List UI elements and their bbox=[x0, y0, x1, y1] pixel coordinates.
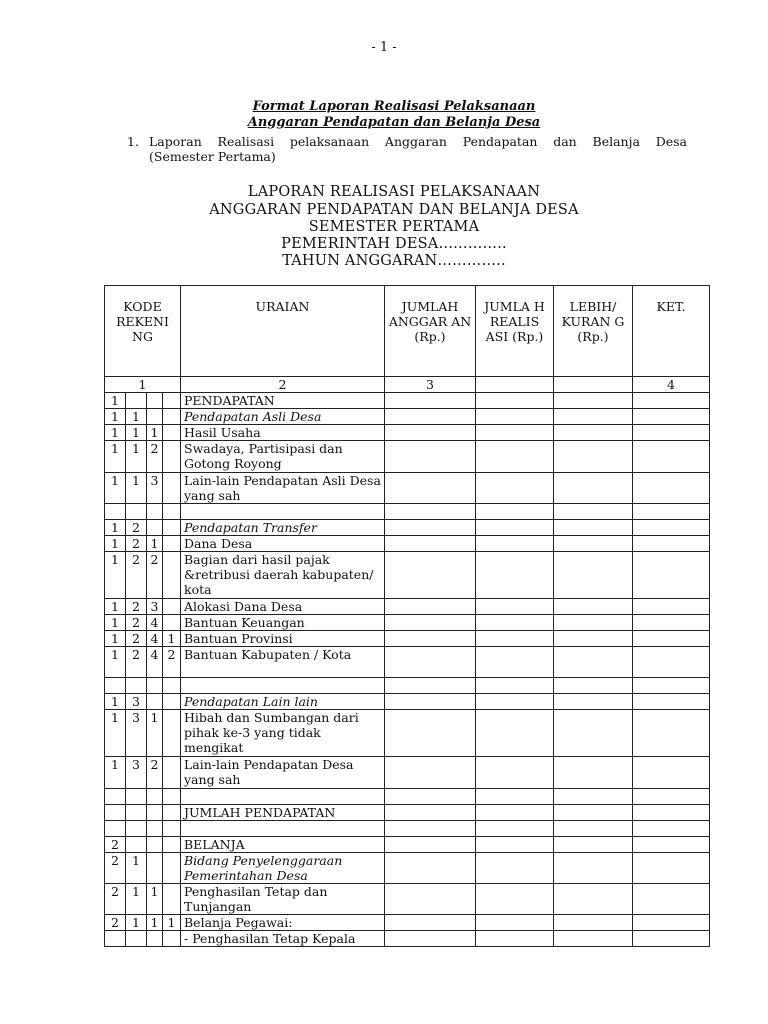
code-cell-4 bbox=[163, 837, 181, 853]
code-cell-1 bbox=[105, 821, 126, 837]
lebih-kurang-cell bbox=[554, 425, 633, 441]
realisasi-cell bbox=[476, 710, 554, 757]
ket-cell bbox=[633, 915, 710, 931]
anggaran-cell bbox=[385, 552, 476, 599]
anggaran-cell bbox=[385, 441, 476, 473]
code-cell-3 bbox=[147, 789, 163, 805]
code-cell-4 bbox=[163, 425, 181, 441]
ket-cell bbox=[633, 473, 710, 504]
anggaran-cell bbox=[385, 805, 476, 821]
lebih-kurang-cell bbox=[554, 915, 633, 931]
code-cell-3: 2 bbox=[147, 441, 163, 473]
code-cell-1 bbox=[105, 678, 126, 694]
lebih-kurang-cell bbox=[554, 710, 633, 757]
code-cell-1: 1 bbox=[105, 520, 126, 536]
lebih-kurang-cell bbox=[554, 805, 633, 821]
ket-cell bbox=[633, 694, 710, 710]
code-cell-1 bbox=[105, 504, 126, 520]
code-cell-4 bbox=[163, 884, 181, 915]
realisasi-cell bbox=[476, 821, 554, 837]
table-row bbox=[105, 884, 710, 915]
anggaran-cell bbox=[385, 647, 476, 678]
realisasi-cell bbox=[476, 615, 554, 631]
lebih-kurang-cell bbox=[554, 393, 633, 409]
code-cell-2 bbox=[126, 393, 147, 409]
column-number: 4 bbox=[633, 377, 710, 393]
realisasi-cell bbox=[476, 647, 554, 678]
anggaran-cell bbox=[385, 536, 476, 552]
code-cell-2 bbox=[126, 504, 147, 520]
uraian-cell: JUMLAH PENDAPATAN bbox=[181, 805, 385, 821]
code-cell-2: 2 bbox=[126, 647, 147, 678]
ket-cell bbox=[633, 441, 710, 473]
report-title-line-2: ANGGARAN PENDAPATAN DAN BELANJA DESA bbox=[209, 202, 579, 218]
ket-cell bbox=[633, 409, 710, 425]
realisasi-cell bbox=[476, 884, 554, 915]
uraian-cell: - Penghasilan Tetap Kepala bbox=[181, 931, 385, 947]
lebih-kurang-cell bbox=[554, 631, 633, 647]
code-cell-3 bbox=[147, 931, 163, 947]
table-row bbox=[105, 599, 710, 615]
table-row bbox=[105, 393, 710, 409]
code-cell-4 bbox=[163, 504, 181, 520]
lebih-kurang-cell bbox=[554, 536, 633, 552]
table-row bbox=[105, 552, 710, 599]
code-cell-4 bbox=[163, 409, 181, 425]
column-number: 3 bbox=[385, 377, 476, 393]
code-cell-2: 3 bbox=[126, 710, 147, 757]
code-cell-4 bbox=[163, 694, 181, 710]
header-lebih-kurang: LEBIH/ KURAN G (Rp.) bbox=[554, 286, 633, 377]
code-cell-1: 1 bbox=[105, 473, 126, 504]
item-text-line-1: Laporan Realisasi pelaksanaan Anggaran Pendapatan dan Belanja Desa bbox=[149, 134, 687, 149]
table-row bbox=[105, 504, 710, 520]
code-cell-4 bbox=[163, 393, 181, 409]
realisasi-cell bbox=[476, 393, 554, 409]
uraian-cell: Pendapatan Transfer bbox=[181, 520, 385, 536]
code-cell-1: 1 bbox=[105, 694, 126, 710]
uraian-cell bbox=[181, 789, 385, 805]
realisasi-cell bbox=[476, 599, 554, 615]
code-cell-2: 2 bbox=[126, 536, 147, 552]
uraian-cell: Lain-lain Pendapatan Desa yang sah bbox=[181, 757, 385, 789]
lebih-kurang-cell bbox=[554, 789, 633, 805]
lebih-kurang-cell bbox=[554, 853, 633, 884]
code-cell-3: 4 bbox=[147, 615, 163, 631]
code-cell-3: 4 bbox=[147, 631, 163, 647]
realisasi-cell bbox=[476, 837, 554, 853]
table-row bbox=[105, 631, 710, 647]
table-row bbox=[105, 409, 710, 425]
code-cell-2 bbox=[126, 931, 147, 947]
realisasi-cell bbox=[476, 931, 554, 947]
table-row bbox=[105, 473, 710, 504]
lebih-kurang-cell bbox=[554, 931, 633, 947]
code-cell-2: 1 bbox=[126, 441, 147, 473]
code-cell-1: 1 bbox=[105, 615, 126, 631]
anggaran-cell bbox=[385, 853, 476, 884]
lebih-kurang-cell bbox=[554, 757, 633, 789]
code-cell-4 bbox=[163, 520, 181, 536]
page-number: - 1 - bbox=[371, 40, 397, 55]
ket-cell bbox=[633, 931, 710, 947]
code-cell-2: 1 bbox=[126, 884, 147, 915]
uraian-cell: Belanja Pegawai: bbox=[181, 915, 385, 931]
code-cell-4: 2 bbox=[163, 647, 181, 678]
code-cell-3: 1 bbox=[147, 915, 163, 931]
ket-cell bbox=[633, 710, 710, 757]
lebih-kurang-cell bbox=[554, 599, 633, 615]
code-cell-3 bbox=[147, 837, 163, 853]
lebih-kurang-cell bbox=[554, 837, 633, 853]
uraian-cell: Bantuan Keuangan bbox=[181, 615, 385, 631]
realisasi-cell bbox=[476, 520, 554, 536]
anggaran-cell bbox=[385, 393, 476, 409]
header-kode-rekening: KODE REKENI NG bbox=[105, 286, 181, 377]
uraian-cell: PENDAPATAN bbox=[181, 393, 385, 409]
ket-cell bbox=[633, 678, 710, 694]
realisasi-cell bbox=[476, 441, 554, 473]
anggaran-cell bbox=[385, 473, 476, 504]
lebih-kurang-cell bbox=[554, 409, 633, 425]
anggaran-cell bbox=[385, 615, 476, 631]
table-row bbox=[105, 694, 710, 710]
code-cell-4 bbox=[163, 678, 181, 694]
code-cell-3 bbox=[147, 520, 163, 536]
code-cell-3 bbox=[147, 409, 163, 425]
table-row bbox=[105, 425, 710, 441]
code-cell-2 bbox=[126, 678, 147, 694]
table-row bbox=[105, 789, 710, 805]
lebih-kurang-cell bbox=[554, 552, 633, 599]
uraian-cell: Pendapatan Lain lain bbox=[181, 694, 385, 710]
header-jumlah-realisasi: JUMLA H REALIS ASI (Rp.) bbox=[476, 286, 554, 377]
table-row bbox=[105, 615, 710, 631]
code-cell-4: 1 bbox=[163, 915, 181, 931]
code-cell-1 bbox=[105, 931, 126, 947]
table-row bbox=[105, 536, 710, 552]
code-cell-2: 2 bbox=[126, 631, 147, 647]
uraian-cell: Hibah dan Sumbangan dari pihak ke-3 yang tidak mengikat bbox=[181, 710, 385, 757]
lebih-kurang-cell bbox=[554, 473, 633, 504]
code-cell-2: 3 bbox=[126, 694, 147, 710]
report-title-line-5: TAHUN ANGGARAN………….. bbox=[282, 253, 506, 269]
table-row bbox=[105, 837, 710, 853]
code-cell-3: 1 bbox=[147, 536, 163, 552]
code-cell-2: 1 bbox=[126, 409, 147, 425]
uraian-cell: Bidang Penyelenggaraan Pemerintahan Desa bbox=[181, 853, 385, 884]
code-cell-3: 1 bbox=[147, 884, 163, 915]
code-cell-4: 1 bbox=[163, 631, 181, 647]
item-text-line-2: (Semester Pertama) bbox=[149, 149, 276, 164]
code-cell-2: 2 bbox=[126, 615, 147, 631]
header-jumlah-anggaran: JUMLAH ANGGAR AN (Rp.) bbox=[385, 286, 476, 377]
ket-cell bbox=[633, 805, 710, 821]
anggaran-cell bbox=[385, 425, 476, 441]
format-title-line-1: Format Laporan Realisasi Pelaksanaan bbox=[252, 99, 536, 114]
ket-cell bbox=[633, 853, 710, 884]
code-cell-4 bbox=[163, 536, 181, 552]
table-row bbox=[105, 647, 710, 678]
code-cell-3 bbox=[147, 678, 163, 694]
table-header-row bbox=[105, 286, 710, 377]
ket-cell bbox=[633, 837, 710, 853]
column-number: 2 bbox=[181, 377, 385, 393]
code-cell-3 bbox=[147, 805, 163, 821]
code-cell-1: 1 bbox=[105, 757, 126, 789]
anggaran-cell bbox=[385, 631, 476, 647]
code-cell-1: 1 bbox=[105, 552, 126, 599]
uraian-cell: Bantuan Kabupaten / Kota bbox=[181, 647, 385, 678]
table-row bbox=[105, 853, 710, 884]
code-cell-1 bbox=[105, 789, 126, 805]
anggaran-cell bbox=[385, 931, 476, 947]
table-row bbox=[105, 915, 710, 931]
code-cell-3 bbox=[147, 853, 163, 884]
code-cell-1 bbox=[105, 805, 126, 821]
lebih-kurang-cell bbox=[554, 821, 633, 837]
anggaran-cell bbox=[385, 504, 476, 520]
code-cell-2: 2 bbox=[126, 520, 147, 536]
anggaran-cell bbox=[385, 789, 476, 805]
lebih-kurang-cell bbox=[554, 441, 633, 473]
anggaran-cell bbox=[385, 409, 476, 425]
code-cell-1: 1 bbox=[105, 393, 126, 409]
realisasi-cell bbox=[476, 536, 554, 552]
code-cell-4 bbox=[163, 473, 181, 504]
anggaran-cell bbox=[385, 757, 476, 789]
lebih-kurang-cell bbox=[554, 504, 633, 520]
code-cell-3 bbox=[147, 504, 163, 520]
realisasi-cell bbox=[476, 694, 554, 710]
code-cell-1: 1 bbox=[105, 409, 126, 425]
code-cell-4 bbox=[163, 853, 181, 884]
ket-cell bbox=[633, 821, 710, 837]
code-cell-4 bbox=[163, 757, 181, 789]
realisasi-cell bbox=[476, 552, 554, 599]
code-cell-2: 2 bbox=[126, 552, 147, 599]
anggaran-cell bbox=[385, 599, 476, 615]
ket-cell bbox=[633, 599, 710, 615]
lebih-kurang-cell bbox=[554, 694, 633, 710]
code-cell-3 bbox=[147, 393, 163, 409]
anggaran-cell bbox=[385, 884, 476, 915]
code-cell-3: 4 bbox=[147, 647, 163, 678]
ket-cell bbox=[633, 884, 710, 915]
table-row bbox=[105, 757, 710, 789]
column-number bbox=[554, 377, 633, 393]
code-cell-2 bbox=[126, 805, 147, 821]
ket-cell bbox=[633, 393, 710, 409]
realisasi-cell bbox=[476, 805, 554, 821]
report-title-line-4: PEMERINTAH DESA………….. bbox=[281, 236, 507, 252]
code-cell-3: 1 bbox=[147, 425, 163, 441]
uraian-cell: Penghasilan Tetap dan Tunjangan bbox=[181, 884, 385, 915]
ket-cell bbox=[633, 615, 710, 631]
code-cell-4 bbox=[163, 599, 181, 615]
table-row bbox=[105, 678, 710, 694]
lebih-kurang-cell bbox=[554, 615, 633, 631]
uraian-cell: Lain-lain Pendapatan Asli Desa yang sah bbox=[181, 473, 385, 504]
column-number: 1 bbox=[105, 377, 181, 393]
anggaran-cell bbox=[385, 837, 476, 853]
table-body bbox=[105, 393, 710, 947]
uraian-cell: BELANJA bbox=[181, 837, 385, 853]
realisasi-cell bbox=[476, 678, 554, 694]
report-title-line-3: SEMESTER PERTAMA bbox=[308, 219, 480, 235]
header-keterangan: KET. bbox=[633, 286, 710, 377]
realisasi-cell bbox=[476, 631, 554, 647]
code-cell-2: 1 bbox=[126, 473, 147, 504]
uraian-cell bbox=[181, 821, 385, 837]
code-cell-3: 2 bbox=[147, 757, 163, 789]
code-cell-3 bbox=[147, 694, 163, 710]
code-cell-1: 1 bbox=[105, 425, 126, 441]
code-cell-3: 3 bbox=[147, 599, 163, 615]
format-title-line-2: Anggaran Pendapatan dan Belanja Desa bbox=[247, 115, 541, 130]
code-cell-4 bbox=[163, 805, 181, 821]
code-cell-2: 2 bbox=[126, 599, 147, 615]
code-cell-1: 2 bbox=[105, 915, 126, 931]
uraian-cell: Dana Desa bbox=[181, 536, 385, 552]
uraian-cell: Bantuan Provinsi bbox=[181, 631, 385, 647]
uraian-cell: Bagian dari hasil pajak &retribusi daerah kabupaten/ kota bbox=[181, 552, 385, 599]
code-cell-1: 1 bbox=[105, 599, 126, 615]
code-cell-1: 1 bbox=[105, 710, 126, 757]
code-cell-1: 2 bbox=[105, 884, 126, 915]
code-cell-2: 1 bbox=[126, 915, 147, 931]
uraian-cell: Alokasi Dana Desa bbox=[181, 599, 385, 615]
table-row bbox=[105, 805, 710, 821]
lebih-kurang-cell bbox=[554, 647, 633, 678]
code-cell-4 bbox=[163, 615, 181, 631]
anggaran-cell bbox=[385, 710, 476, 757]
code-cell-3: 1 bbox=[147, 710, 163, 757]
code-cell-4 bbox=[163, 821, 181, 837]
lebih-kurang-cell bbox=[554, 678, 633, 694]
uraian-cell: Swadaya, Partisipasi dan Gotong Royong bbox=[181, 441, 385, 473]
table-row bbox=[105, 931, 710, 947]
code-cell-3: 2 bbox=[147, 552, 163, 599]
anggaran-cell bbox=[385, 678, 476, 694]
header-uraian: URAIAN bbox=[181, 286, 385, 377]
code-cell-2 bbox=[126, 821, 147, 837]
realisasi-cell bbox=[476, 853, 554, 884]
realisasi-cell bbox=[476, 789, 554, 805]
ket-cell bbox=[633, 647, 710, 678]
anggaran-cell bbox=[385, 694, 476, 710]
item-number: 1. bbox=[127, 134, 139, 149]
ket-cell bbox=[633, 425, 710, 441]
report-title-line-1: LAPORAN REALISASI PELAKSANAAN bbox=[247, 184, 541, 200]
code-cell-1: 1 bbox=[105, 536, 126, 552]
code-cell-4 bbox=[163, 441, 181, 473]
realisasi-cell bbox=[476, 915, 554, 931]
anggaran-cell bbox=[385, 520, 476, 536]
code-cell-4 bbox=[163, 710, 181, 757]
realisasi-cell bbox=[476, 409, 554, 425]
table-row bbox=[105, 710, 710, 757]
table-row bbox=[105, 441, 710, 473]
code-cell-1: 1 bbox=[105, 647, 126, 678]
code-cell-2: 3 bbox=[126, 757, 147, 789]
report-table bbox=[104, 285, 710, 947]
column-number bbox=[476, 377, 554, 393]
ket-cell bbox=[633, 757, 710, 789]
code-cell-2: 1 bbox=[126, 425, 147, 441]
code-cell-2 bbox=[126, 789, 147, 805]
ket-cell bbox=[633, 504, 710, 520]
anggaran-cell bbox=[385, 915, 476, 931]
code-cell-3: 3 bbox=[147, 473, 163, 504]
code-cell-4 bbox=[163, 552, 181, 599]
realisasi-cell bbox=[476, 473, 554, 504]
code-cell-3 bbox=[147, 821, 163, 837]
uraian-cell bbox=[181, 678, 385, 694]
anggaran-cell bbox=[385, 821, 476, 837]
code-cell-2 bbox=[126, 837, 147, 853]
uraian-cell: Hasil Usaha bbox=[181, 425, 385, 441]
ket-cell bbox=[633, 520, 710, 536]
code-cell-2: 1 bbox=[126, 853, 147, 884]
ket-cell bbox=[633, 789, 710, 805]
code-cell-1: 2 bbox=[105, 853, 126, 884]
table-row bbox=[105, 520, 710, 536]
lebih-kurang-cell bbox=[554, 884, 633, 915]
table-row bbox=[105, 821, 710, 837]
realisasi-cell bbox=[476, 504, 554, 520]
code-cell-1: 1 bbox=[105, 441, 126, 473]
ket-cell bbox=[633, 631, 710, 647]
lebih-kurang-cell bbox=[554, 520, 633, 536]
ket-cell bbox=[633, 552, 710, 599]
column-number-row bbox=[105, 377, 710, 393]
code-cell-4 bbox=[163, 789, 181, 805]
uraian-cell: Pendapatan Asli Desa bbox=[181, 409, 385, 425]
realisasi-cell bbox=[476, 757, 554, 789]
code-cell-1: 1 bbox=[105, 631, 126, 647]
code-cell-4 bbox=[163, 931, 181, 947]
code-cell-1: 2 bbox=[105, 837, 126, 853]
uraian-cell bbox=[181, 504, 385, 520]
ket-cell bbox=[633, 536, 710, 552]
realisasi-cell bbox=[476, 425, 554, 441]
